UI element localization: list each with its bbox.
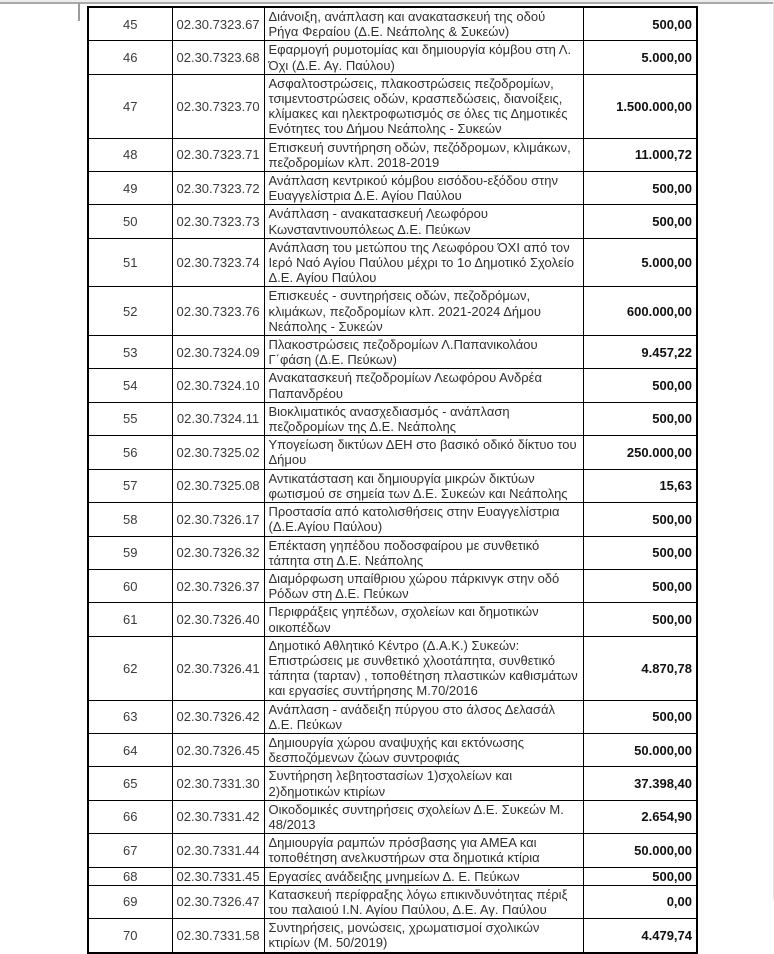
- description-cell: Ανάπλαση - ανάδειξη πύργου στο άλσος Δελασάλ Δ.Ε. Πεύκων: [264, 700, 583, 733]
- description-cell: Οικοδομικές συντηρήσεις σχολείων Δ.Ε. Συκεών Μ. 48/2013: [264, 800, 583, 833]
- description-cell: Επισκευή συντήρηση οδών, πεζόδρομων, κλιμάκων, πεζοδρομίων κλπ. 2018-2019: [264, 138, 583, 171]
- amount-cell: 500,00: [583, 867, 697, 885]
- budget-code-cell: 02.30.7324.09: [172, 336, 264, 369]
- budget-code-cell: 02.30.7324.10: [172, 369, 264, 402]
- description-cell: Περιφράξεις γηπέδων, σχολείων και δημοτικών οικοπέδων: [264, 603, 583, 636]
- budget-code-cell: 02.30.7331.42: [172, 800, 264, 833]
- budget-code-cell: 02.30.7325.02: [172, 436, 264, 469]
- table-row: [88, 885, 697, 918]
- page-top-edge-line: [0, 2, 774, 4]
- description-cell: Συντηρήσεις, μονώσεις, χρωματισμοί σχολικών κτιρίων (Μ. 50/2019): [264, 919, 583, 953]
- budget-code-cell: 02.30.7331.45: [172, 867, 264, 885]
- amount-cell: 500,00: [583, 369, 697, 402]
- budget-code-cell: 02.30.7326.37: [172, 569, 264, 602]
- budget-code-cell: 02.30.7326.42: [172, 700, 264, 733]
- description-cell: Επισκευές - συντηρήσεις οδών, πεζοδρόμων, κλιμάκων, πεζοδρομίων κλπ. 2021-2024 Δήμου Νεάπολης - Συκεών: [264, 287, 583, 336]
- row-number-cell: 51: [88, 238, 172, 287]
- amount-cell: 500,00: [583, 569, 697, 602]
- row-number-cell: 70: [88, 919, 172, 953]
- budget-code-cell: 02.30.7323.76: [172, 287, 264, 336]
- budget-code-cell: 02.30.7331.58: [172, 919, 264, 953]
- budget-code-cell: 02.30.7323.74: [172, 238, 264, 287]
- description-cell: Εργασίες ανάδειξης μνημείων Δ. Ε. Πεύκων: [264, 867, 583, 885]
- amount-cell: 500,00: [583, 536, 697, 569]
- amount-cell: 500,00: [583, 7, 697, 41]
- description-cell: Βιοκλιματικός ανασχεδιασμός - ανάπλαση πεζοδρομίων της Δ.Ε. Νεάπολης: [264, 402, 583, 435]
- row-number-cell: 58: [88, 503, 172, 536]
- description-cell: Εφαρμογή ρυμοτομίας και δημιουργία κόμβου στη Λ. Όχι (Δ.Ε. Αγ. Παύλου): [264, 41, 583, 74]
- row-number-cell: 53: [88, 336, 172, 369]
- table-row: [88, 74, 697, 138]
- amount-cell: 5.000,00: [583, 238, 697, 287]
- table-row: [88, 205, 697, 238]
- description-cell: Διάνοιξη, ανάπλαση και ανακατασκευή της οδού Ρήγα Φεραίου (Δ.Ε. Νεάπολης & Συκεών): [264, 7, 583, 41]
- amount-cell: 500,00: [583, 603, 697, 636]
- description-cell: Επέκταση γηπέδου ποδοσφαίρου με συνθετικό τάπητα στη Δ.Ε. Νεάπολης: [264, 536, 583, 569]
- row-number-cell: 50: [88, 205, 172, 238]
- table-row: [88, 138, 697, 171]
- amount-cell: 500,00: [583, 205, 697, 238]
- row-number-cell: 61: [88, 603, 172, 636]
- amount-cell: 15,63: [583, 469, 697, 502]
- row-number-cell: 69: [88, 885, 172, 918]
- amount-cell: 37.398,40: [583, 767, 697, 800]
- table-row: [88, 700, 697, 733]
- budget-code-cell: 02.30.7325.08: [172, 469, 264, 502]
- amount-cell: 600.000,00: [583, 287, 697, 336]
- row-number-cell: 65: [88, 767, 172, 800]
- row-number-cell: 59: [88, 536, 172, 569]
- row-number-cell: 67: [88, 834, 172, 867]
- row-number-cell: 54: [88, 369, 172, 402]
- description-cell: Ανακατασκευή πεζοδρομίων Λεωφόρου Ανδρέα Παπανδρέου: [264, 369, 583, 402]
- row-number-cell: 48: [88, 138, 172, 171]
- budget-code-cell: 02.30.7326.45: [172, 733, 264, 766]
- description-cell: Ασφαλτοστρώσεις, πλακοστρώσεις πεζοδρομίων, τσιμεντοστρώσεις οδών, κρασπεδώσεις, διανοίξεις, κλίμακες και ηλεκτροφωτισμός σε όλες τις Δημοτικές Ενότητες του Δήμου Νεάπολης - Συκεών: [264, 74, 583, 138]
- table-row: [88, 369, 697, 402]
- table-row: [88, 402, 697, 435]
- table-row: [88, 767, 697, 800]
- row-number-cell: 62: [88, 636, 172, 700]
- budget-code-cell: 02.30.7323.67: [172, 7, 264, 41]
- table-row: [88, 867, 697, 885]
- row-number-cell: 63: [88, 700, 172, 733]
- budget-code-cell: 02.30.7323.70: [172, 74, 264, 138]
- budget-code-cell: 02.30.7323.68: [172, 41, 264, 74]
- amount-cell: 11.000,72: [583, 138, 697, 171]
- row-number-cell: 66: [88, 800, 172, 833]
- amount-cell: 50.000,00: [583, 733, 697, 766]
- amount-cell: 500,00: [583, 402, 697, 435]
- budget-code-cell: 02.30.7326.40: [172, 603, 264, 636]
- table-row: [88, 238, 697, 287]
- table-row: [88, 536, 697, 569]
- table-row: [88, 469, 697, 502]
- amount-cell: 50.000,00: [583, 834, 697, 867]
- row-number-cell: 64: [88, 733, 172, 766]
- amount-cell: 0,00: [583, 885, 697, 918]
- description-cell: Δημοτικό Αθλητικό Κέντρο (Δ.Α.Κ.) Συκεών: Επιστρώσεις με συνθετικό χλοοτάπητα, συνθετικό τάπητα (ταρταν) , τοποθέτηση πλαστικών καθισμάτων και εργασίες συντήρησης Μ.70/2016: [264, 636, 583, 700]
- amount-cell: 1.500.000,00: [583, 74, 697, 138]
- budget-code-cell: 02.30.7326.32: [172, 536, 264, 569]
- budget-code-cell: 02.30.7331.44: [172, 834, 264, 867]
- row-number-cell: 45: [88, 7, 172, 41]
- amount-cell: 500,00: [583, 172, 697, 205]
- description-cell: Πλακοστρώσεις πεζοδρομίων Λ.Παπανικολάου Γ΄φάση (Δ.Ε. Πεύκων): [264, 336, 583, 369]
- row-number-cell: 47: [88, 74, 172, 138]
- description-cell: Ανάπλαση του μετώπου της Λεωφόρου ΌΧΙ από τον Ιερό Ναό Αγίου Παύλου μέχρι το 1ο Δημοτικό Σχολείο Δ.Ε. Αγίου Παύλου: [264, 238, 583, 287]
- amount-cell: 250.000,00: [583, 436, 697, 469]
- row-number-cell: 56: [88, 436, 172, 469]
- table-row: [88, 603, 697, 636]
- description-cell: Αντικατάσταση και δημιουργία μικρών δικτύων φωτισμού σε σημεία των Δ.Ε. Συκεών και Νεάπολης: [264, 469, 583, 502]
- table-row: [88, 919, 697, 953]
- row-number-cell: 46: [88, 41, 172, 74]
- table-row: [88, 436, 697, 469]
- table-row: [88, 287, 697, 336]
- row-number-cell: 57: [88, 469, 172, 502]
- table-row: [88, 800, 697, 833]
- description-cell: Υπογείωση δικτύων ΔΕΗ στο βασικό οδικό δίκτυο του Δήμου: [264, 436, 583, 469]
- amount-cell: 4.870,78: [583, 636, 697, 700]
- budget-code-cell: 02.30.7326.41: [172, 636, 264, 700]
- table-row: [88, 503, 697, 536]
- budget-code-cell: 02.30.7331.30: [172, 767, 264, 800]
- budget-code-cell: 02.30.7326.47: [172, 885, 264, 918]
- table-row: [88, 733, 697, 766]
- row-number-cell: 60: [88, 569, 172, 602]
- amount-cell: 9.457,22: [583, 336, 697, 369]
- budget-table: [87, 6, 698, 954]
- description-cell: Συντήρηση λεβητοστασίων 1)σχολείων και 2)δημοτικών κτιρίων: [264, 767, 583, 800]
- budget-table-body: [88, 7, 697, 953]
- table-row: [88, 41, 697, 74]
- budget-code-cell: 02.30.7324.11: [172, 402, 264, 435]
- page-edge-remnant-line: [78, 3, 80, 21]
- description-cell: Ανάπλαση κεντρικού κόμβου εισόδου-εξόδου στην Ευαγγελίστρια Δ.Ε. Αγίου Παύλου: [264, 172, 583, 205]
- description-cell: Δημιουργία ραμπών πρόσβασης για ΑΜΕΑ και τοποθέτηση ανελκυστήρων στα δημοτικά κτίρια: [264, 834, 583, 867]
- budget-code-cell: 02.30.7326.17: [172, 503, 264, 536]
- row-number-cell: 55: [88, 402, 172, 435]
- amount-cell: 5.000,00: [583, 41, 697, 74]
- description-cell: Κατασκευή περίφραξης λόγω επικινδυνότητας πέριξ του παλαιού Ι.Ν. Αγίου Παύλου, Δ.Ε. Αγ. Παύλου: [264, 885, 583, 918]
- amount-cell: 4.479,74: [583, 919, 697, 953]
- description-cell: Διαμόρφωση υπαίθριου χώρου πάρκινγκ στην οδό Ρόδων στη Δ.Ε. Πεύκων: [264, 569, 583, 602]
- amount-cell: 500,00: [583, 700, 697, 733]
- table-row: [88, 336, 697, 369]
- table-row: [88, 834, 697, 867]
- budget-code-cell: 02.30.7323.73: [172, 205, 264, 238]
- table-row: [88, 7, 697, 41]
- row-number-cell: 68: [88, 867, 172, 885]
- description-cell: Δημιουργία χώρου αναψυχής και εκτόνωσης δεσποζόμενων ζώων συντροφιάς: [264, 733, 583, 766]
- amount-cell: 2.654,90: [583, 800, 697, 833]
- description-cell: Προστασία από κατολισθήσεις στην Ευαγγελίστρια (Δ.Ε.Αγίου Παύλου): [264, 503, 583, 536]
- table-row: [88, 569, 697, 602]
- table-row: [88, 172, 697, 205]
- row-number-cell: 52: [88, 287, 172, 336]
- budget-code-cell: 02.30.7323.72: [172, 172, 264, 205]
- row-number-cell: 49: [88, 172, 172, 205]
- description-cell: Ανάπλαση - ανακατασκευή Λεωφόρου Κωνσταντινουπόλεως Δ.Ε. Πεύκων: [264, 205, 583, 238]
- budget-code-cell: 02.30.7323.71: [172, 138, 264, 171]
- amount-cell: 500,00: [583, 503, 697, 536]
- table-row: [88, 636, 697, 700]
